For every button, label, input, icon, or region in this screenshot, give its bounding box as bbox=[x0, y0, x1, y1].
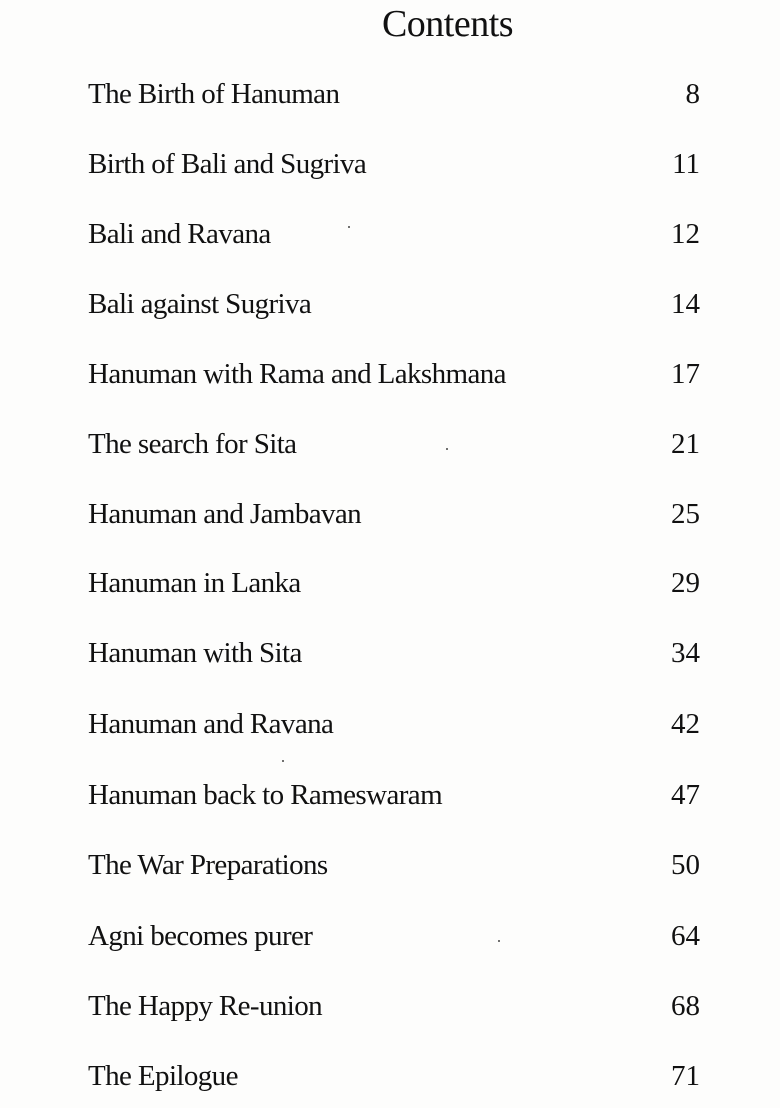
entry-page-number: 21 bbox=[671, 428, 700, 460]
entry-title: The Epilogue bbox=[88, 1060, 238, 1092]
entry-title: The search for Sita bbox=[88, 428, 297, 460]
entry-title: Bali and Ravana bbox=[88, 218, 271, 250]
entry-page-number: 71 bbox=[671, 1060, 700, 1092]
entry-title: Birth of Bali and Sugriva bbox=[88, 148, 367, 180]
entry-title: Hanuman in Lanka bbox=[88, 567, 301, 599]
scan-speck bbox=[446, 448, 448, 450]
entry-page-number: 11 bbox=[672, 148, 700, 180]
entry-page-number: 29 bbox=[671, 567, 700, 599]
entry-page-number: 8 bbox=[685, 78, 700, 110]
toc-entry bbox=[0, 494, 780, 534]
entry-title: The Birth of Hanuman bbox=[88, 78, 340, 110]
scan-speck bbox=[498, 940, 500, 942]
entry-page-number: 50 bbox=[671, 849, 700, 881]
toc-entry bbox=[0, 845, 780, 885]
entry-page-number: 17 bbox=[671, 358, 700, 390]
entry-page-number: 68 bbox=[671, 990, 700, 1022]
entry-title: Hanuman with Rama and Lakshmana bbox=[88, 358, 506, 390]
toc-entry bbox=[0, 986, 780, 1026]
toc-entry bbox=[0, 563, 780, 603]
toc-entry bbox=[0, 74, 780, 114]
entry-title: Hanuman with Sita bbox=[88, 637, 302, 669]
entry-page-number: 12 bbox=[671, 218, 700, 250]
entry-page-number: 64 bbox=[671, 920, 700, 952]
entry-title: The War Preparations bbox=[88, 849, 328, 881]
entry-title: Agni becomes purer bbox=[88, 920, 313, 952]
entry-title: The Happy Re-union bbox=[88, 990, 323, 1022]
entry-page-number: 42 bbox=[671, 708, 700, 740]
entry-page-number: 34 bbox=[671, 637, 700, 669]
entry-page-number: 14 bbox=[671, 288, 700, 320]
entry-page-number: 47 bbox=[671, 779, 700, 811]
toc-entry bbox=[0, 144, 780, 184]
toc-entry bbox=[0, 284, 780, 324]
toc-entry bbox=[0, 704, 780, 744]
toc-entry bbox=[0, 354, 780, 394]
entry-page-number: 25 bbox=[671, 498, 700, 530]
toc-entry bbox=[0, 916, 780, 956]
toc-entry bbox=[0, 633, 780, 673]
entry-title: Hanuman and Ravana bbox=[88, 708, 334, 740]
toc-entry bbox=[0, 1056, 780, 1096]
toc-entry bbox=[0, 214, 780, 254]
scan-speck bbox=[282, 760, 284, 762]
entry-title: Bali against Sugriva bbox=[88, 288, 312, 320]
toc-entry bbox=[0, 775, 780, 815]
page-title: Contents bbox=[381, 3, 514, 45]
entry-title: Hanuman and Jambavan bbox=[88, 498, 362, 530]
toc-entry bbox=[0, 424, 780, 464]
entry-title: Hanuman back to Rameswaram bbox=[88, 779, 443, 811]
scan-speck bbox=[348, 226, 350, 228]
